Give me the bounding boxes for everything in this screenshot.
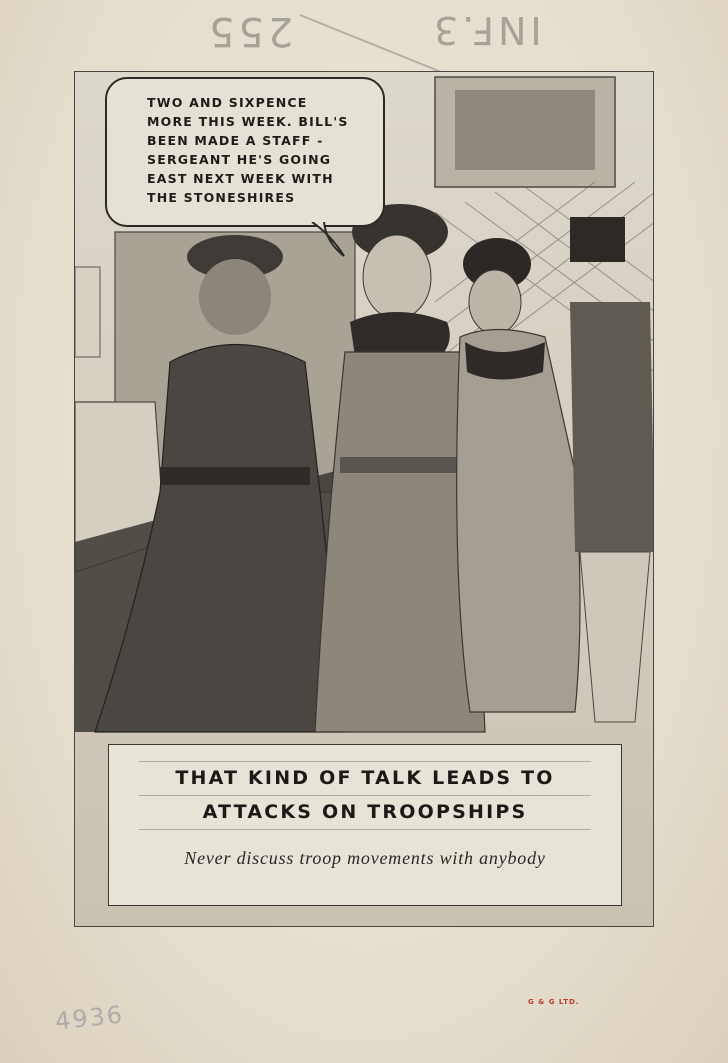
older-woman <box>457 238 580 712</box>
speech-line-5: EAST NEXT WEEK WITH <box>147 171 334 186</box>
tagline: Never discuss troop movements with anybody <box>184 848 546 868</box>
archive-number: 4936 <box>53 1000 126 1036</box>
speech-line-1: TWO AND SIXPENCE <box>147 95 308 110</box>
speech-bubble-tail <box>310 222 350 262</box>
wall-picture-inner <box>455 90 595 170</box>
pencil-series-mark: INF.3 <box>430 8 542 52</box>
speech-bubble <box>105 77 385 227</box>
illustration-frame <box>74 71 654 927</box>
speech-line-4: SERGEANT HE'S GOING <box>147 152 332 167</box>
speech-line-6: THE STONESHIRES <box>147 190 296 205</box>
printer-mark: G & G LTD. <box>528 998 580 1006</box>
headline-line-1: THAT KIND OF TALK LEADS TO <box>175 767 555 789</box>
caption-box <box>108 744 622 906</box>
speech-line-3: BEEN MADE A STAFF - <box>147 133 324 148</box>
guide-line <box>139 795 591 796</box>
guide-line <box>139 761 591 762</box>
headline-line-2: ATTACKS ON TROOPSHIPS <box>202 801 528 823</box>
speech-line-2: MORE THIS WEEK. BILL'S <box>147 114 349 129</box>
guide-line <box>139 829 591 830</box>
pencil-reference-number: 255 <box>205 8 294 54</box>
wall-notice <box>75 267 100 357</box>
background-woman <box>570 217 654 722</box>
